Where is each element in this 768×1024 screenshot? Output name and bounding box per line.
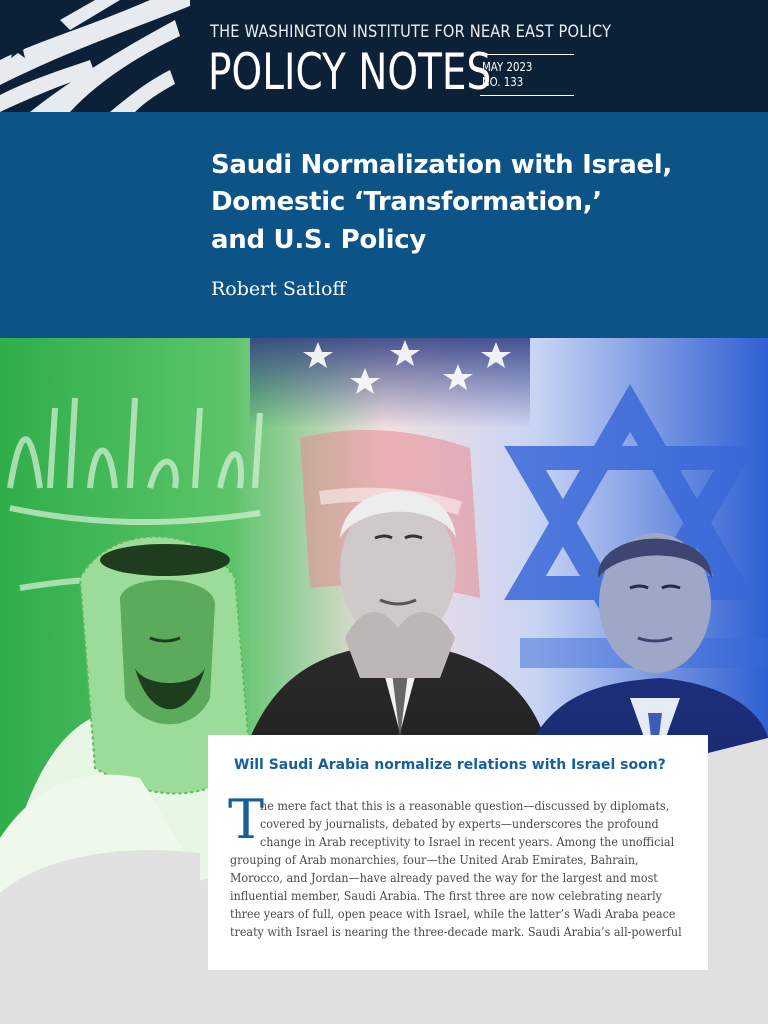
- title-line-2: Domestic ‘Transformation,’: [211, 187, 602, 217]
- issue-number: NO. 133: [482, 75, 524, 89]
- title-line-1: Saudi Normalization with Israel,: [211, 150, 672, 180]
- article-line-6: influential member, Saudi Arabia. The first three are now celebrating nearly: [230, 889, 662, 903]
- issue-info: [480, 54, 574, 96]
- stars-and-stripes-flag-icon: [0, 0, 190, 112]
- title-band: [0, 112, 768, 338]
- masthead: [0, 0, 768, 112]
- article-line-8: treaty with Israel is nearing the three-decade mark. Saudi Arabia’s all-powerful: [230, 925, 682, 939]
- title-line-3: and U.S. Policy: [211, 225, 426, 255]
- article-line-3: change in Arab receptivity to Israel in recent years. Among the unofficial: [260, 835, 675, 849]
- article-card: [208, 735, 708, 970]
- series-title: POLICY NOTES: [208, 43, 492, 101]
- issue-date: MAY 2023: [482, 60, 533, 74]
- article-line-4: grouping of Arab monarchies, four—the United Arab Emirates, Bahrain,: [230, 853, 639, 867]
- author: Robert Satloff: [211, 278, 346, 300]
- drop-cap: T: [228, 788, 265, 851]
- article-line-2: covered by journalists, debated by experts—underscores the profound: [260, 817, 659, 831]
- article-question: Will Saudi Arabia normalize relations with Israel soon?: [234, 757, 666, 773]
- article-line-5: Morocco, and Jordan—have already paved the way for the largest and most: [230, 871, 658, 885]
- article-line-7: three years of full, open peace with Israel, while the latter’s Wadi Araba peace: [230, 907, 676, 921]
- institute-name: THE WASHINGTON INSTITUTE FOR NEAR EAST POLICY: [210, 22, 612, 42]
- article-line-1: he mere fact that this is a reasonable question—discussed by diplomats,: [260, 799, 670, 813]
